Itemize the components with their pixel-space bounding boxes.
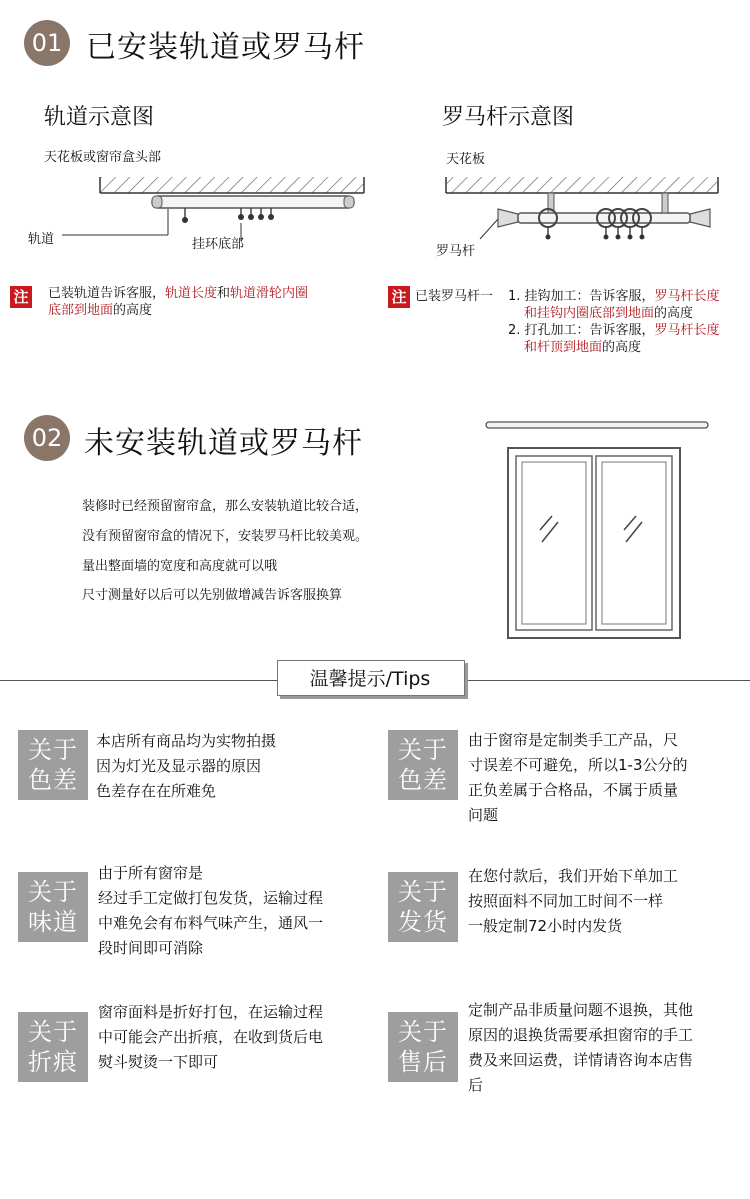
rod-diagram-heading: 罗马杆示意图 xyxy=(442,105,575,130)
section-title: 已安装轨道或罗马杆 xyxy=(86,30,365,65)
track-diagram-heading: 轨道示意图 xyxy=(44,105,155,130)
track-bar xyxy=(152,196,354,208)
rod-bar xyxy=(486,422,708,428)
note-mark-right: 注 xyxy=(388,286,410,308)
section-title: 未安装轨道或罗马杆 xyxy=(84,426,363,461)
hook-bottom-label: 挂环底部 xyxy=(192,237,245,252)
tip-label-box: 关于 色差 xyxy=(18,730,88,800)
ceiling-hatch xyxy=(446,177,718,193)
tip-text: 在您付款后，我们开始下单加工 按照面料不同加工时间不一样 一般定制72小时内发货 xyxy=(468,867,679,935)
tip-text: 由于窗帘是定制类手工产品，尺 寸误差不可避免，所以1-3公分的 正负差属于合格品，不属于质量 问题 xyxy=(468,731,688,824)
note-right-items: 1. 挂钩加工：告诉客服，罗马杆长度 和挂钩内圈底部到地面的高度 2. 打孔加工：告诉客服，罗马杆长度 和杆顶到地面的高度 xyxy=(508,289,720,355)
note-mark-left: 注 xyxy=(10,286,32,308)
note-left: 已装轨道告诉客服，轨道长度和轨道滑轮内圈 底部到地面的高度 xyxy=(48,286,309,318)
section-number-badge: 02 xyxy=(24,415,70,461)
window-illustration xyxy=(478,418,713,643)
rod-label: 罗马杆 xyxy=(436,244,476,259)
tip-label-box: 关于 发货 xyxy=(388,872,458,942)
instruction-line: 没有预留窗帘盒的情况下，安装罗马杆比较美观。 xyxy=(82,529,369,544)
section-number-badge: 01 xyxy=(24,20,70,66)
rod-bar xyxy=(518,213,690,223)
tip-text: 本店所有商品均为实物拍摄 因为灯光及显示器的原因 色差存在在所难免 xyxy=(96,732,277,800)
tip-label-box: 关于 折痕 xyxy=(18,1012,88,1082)
tip-text: 由于所有窗帘是 经过手工定做打包发货，运输过程 中难免会有布料气味产生，通风一 段时间即可消除 xyxy=(98,864,324,957)
rod-finial-right xyxy=(690,209,710,227)
track-ceiling-label: 天花板或窗帘盒头部 xyxy=(44,150,162,165)
tip-text: 窗帘面料是折好打包，在运输过程 中可能会产出折痕，在收到货后电 熨斗熨烫一下即可 xyxy=(98,1003,324,1071)
ceiling-hatch xyxy=(100,177,364,193)
track-label: 轨道 xyxy=(28,232,55,247)
instruction-line: 尺寸测量好以后可以先别做增减告诉客服换算 xyxy=(82,588,343,603)
tips-header: 温馨提示/Tips xyxy=(309,668,431,690)
tip-label-box: 关于 售后 xyxy=(388,1012,458,1082)
instruction-line: 量出整面墙的宽度和高度就可以哦 xyxy=(82,559,278,574)
rod-ceiling-label: 天花板 xyxy=(446,152,486,167)
tip-label-box: 关于 味道 xyxy=(18,872,88,942)
note-right-prefix: 已装罗马杆一 xyxy=(415,289,494,304)
track-diagram xyxy=(0,165,380,260)
rod-finial-left xyxy=(498,209,518,227)
instruction-line: 装修时已经预留窗帘盒，那么安装轨道比较合适， xyxy=(82,499,369,514)
tip-label-box: 关于 色差 xyxy=(388,730,458,800)
tip-text: 定制产品非质量问题不退换，其他 原因的退换货需要承担窗帘的手工 费及来回运费，详情请咨询本店售 后 xyxy=(468,1001,694,1094)
